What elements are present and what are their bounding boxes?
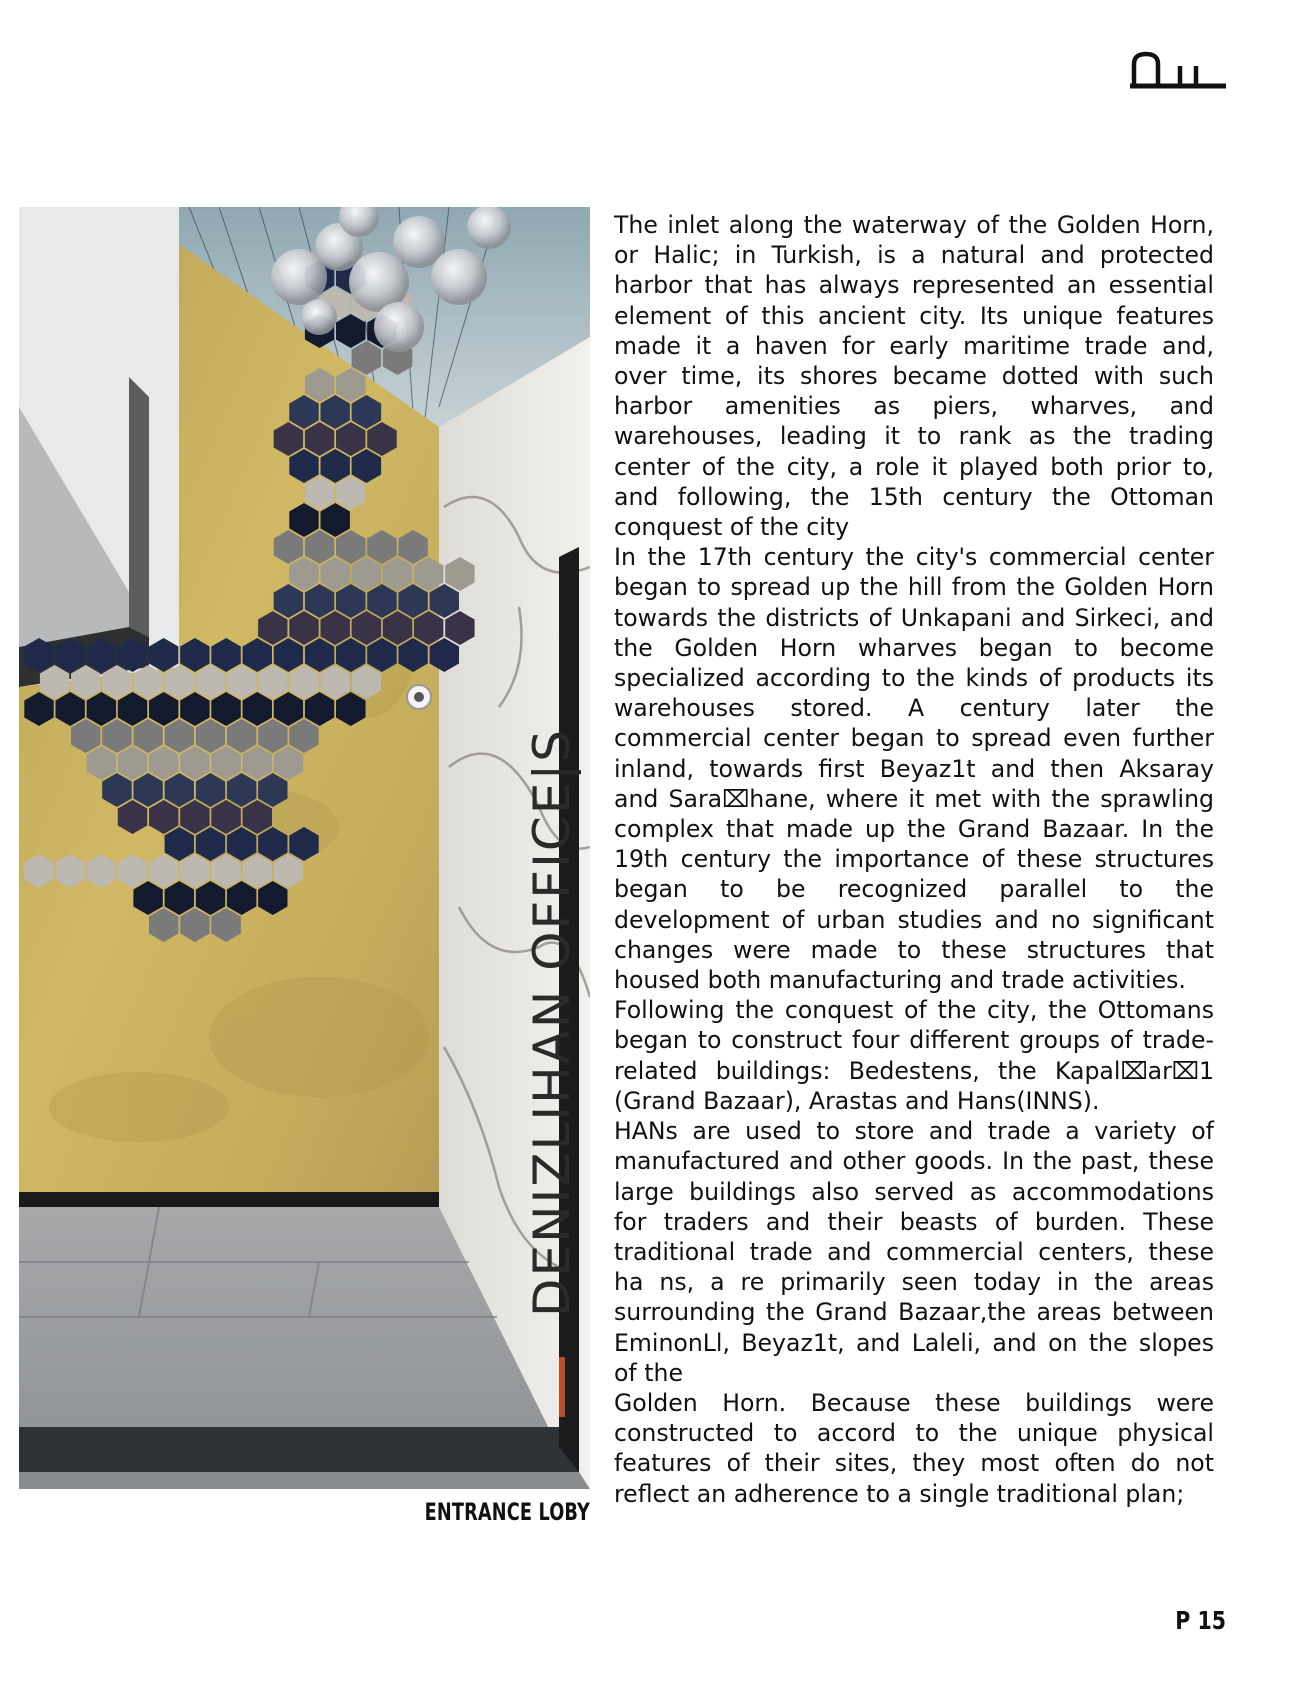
brand-logo-icon xyxy=(1130,50,1226,92)
article-paragraph: HANs are used to store and trade a variety of manufactured and other goods. In the past, these large buildings also served as accommodations for traders and their beasts of burden. These traditional trade and commercial centers, these ha ns, a re primarily seen today in the areas surrounding the Grand Bazaar,the areas between EminonLl, Beyaz1t, and Laleli, and on the slopes of the xyxy=(614,1117,1214,1387)
article-body xyxy=(614,210,1214,1509)
article-paragraph: The inlet along the waterway of the Golden Horn, or Halic; in Turkish, is a natural and protected harbor that has always represented an essential element of this ancient city. Its unique features made it a haven for early maritime trade and, over time, its shores became dotted with such harbor amenities as piers, wharves, and warehouses, leading it to rank as the trading center of the city, a role it played both prior to, and following, the 15th century the Ottoman conquest of the city xyxy=(614,211,1214,542)
photo-caption: ENTRANCE LOBY xyxy=(424,1498,590,1526)
page-number: P 15 xyxy=(1175,1606,1226,1635)
article-paragraph: Following the conquest of the city, the Ottomans began to construct four different groups of trade-related buildings: Bedestens, the Kapal⌧ar⌧1 (Grand Bazaar), Arastas and Hans(INNS). xyxy=(614,996,1214,1115)
office-sign: DENIZLIHAN OFFICE|S xyxy=(523,728,581,1317)
article-paragraph: In the 17th century the city's commercial center began to spread up the hill from the Golden Horn towards the districts of Unkapani and Sirkeci, and the Golden Horn wharves began to become specialized according to the kinds of products its warehouses stored. A century later the commercial center began to spread even further inland, towards first Beyaz1t and then Aksaray and Sara⌧hane, where it met with the sprawling complex that made up the Grand Bazaar. In the 19th century the importance of these structures began to be recognized parallel to the development of urban studies and no significant changes were made to these structures that housed both manufacturing and trade activities. xyxy=(614,543,1214,995)
article-paragraph: Golden Horn. Because these buildings were constructed to accord to the unique physical features of their sites, they most often do not reflect an adherence to a single traditional plan; xyxy=(614,1388,1214,1508)
entrance-lobby-photo xyxy=(19,207,590,1489)
